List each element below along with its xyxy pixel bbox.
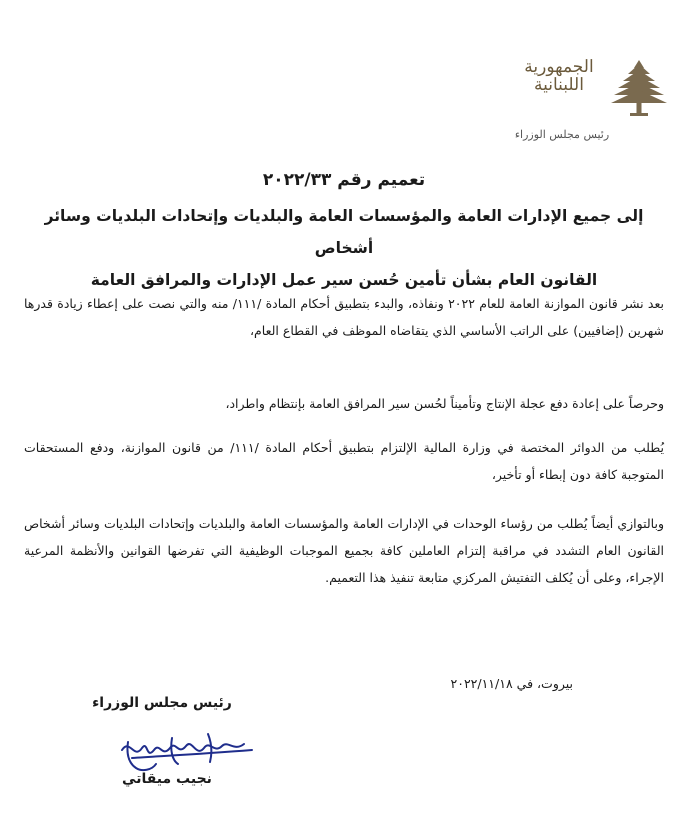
addressee-line-2: القانون العام بشأن تأمين حُسن سير عمل الإدارات والمرافق العامة (90, 271, 598, 289)
addressee-line-1: إلى جميع الإدارات العامة والمؤسسات العامة والبلديات وإتحادات البلديات وسائر أشخاص (44, 207, 644, 257)
letterhead (510, 52, 670, 152)
signatory-name: نجيب ميقاتي (122, 771, 212, 787)
signatory-title: رئيس مجلس الوزراء (92, 695, 232, 711)
body-paragraph-4: وبالتوازي أيضاً يُطلب من رؤساء الوحدات في الإدارات العامة والمؤسسات العامة والبلديات وإتحادات البلديات وسائر أشخاص القانون العام التشدد في مراقبة إلتزام العاملين كافة بجميع الموجبات الوظيفية التي تفرضها القوانين والأنظمة المرعية الإجراء، وعلى أن يُكلف التفتيش المركزي متابعة تنفيذ هذا التعميم. (24, 516, 664, 585)
addressee (22, 200, 666, 296)
circular-number: تعميم رقم ٢٠٢٢/٣٣ (262, 170, 426, 190)
handwritten-signature (112, 720, 262, 776)
cedar-tree-icon (608, 58, 670, 120)
place-date: بيروت، في ٢٠٢٢/١١/١٨ (450, 676, 573, 691)
body-paragraph-1: بعد نشر قانون الموازنة العامة للعام ٢٠٢٢ ونفاذه، والبدء بتطبيق أحكام المادة /١١١/ منه والتي نصت على إعطاء زيادة قدرها شهرين (إضافيين) على الراتب الأساسي الذي يتقاضاه الموظف في القطاع العام، (24, 296, 664, 338)
republic-name: الجمهورية اللبنانية (524, 57, 594, 95)
body-paragraph-2: وحرصاً على إعادة دفع عجلة الإنتاج وتأميناً لحُسن سير المرافق العامة بإنتظام واطراد، (225, 396, 664, 411)
body-paragraph-3: يُطلب من الدوائر المختصة في وزارة المالية الإلتزام بتطبيق أحكام المادة /١١١/ من قانون الموازنة، ودفع المستحقات المتوجبة كافة دون إبطاء أو تأخير، (24, 440, 664, 482)
office-name: رئيس مجلس الوزراء (514, 128, 610, 141)
